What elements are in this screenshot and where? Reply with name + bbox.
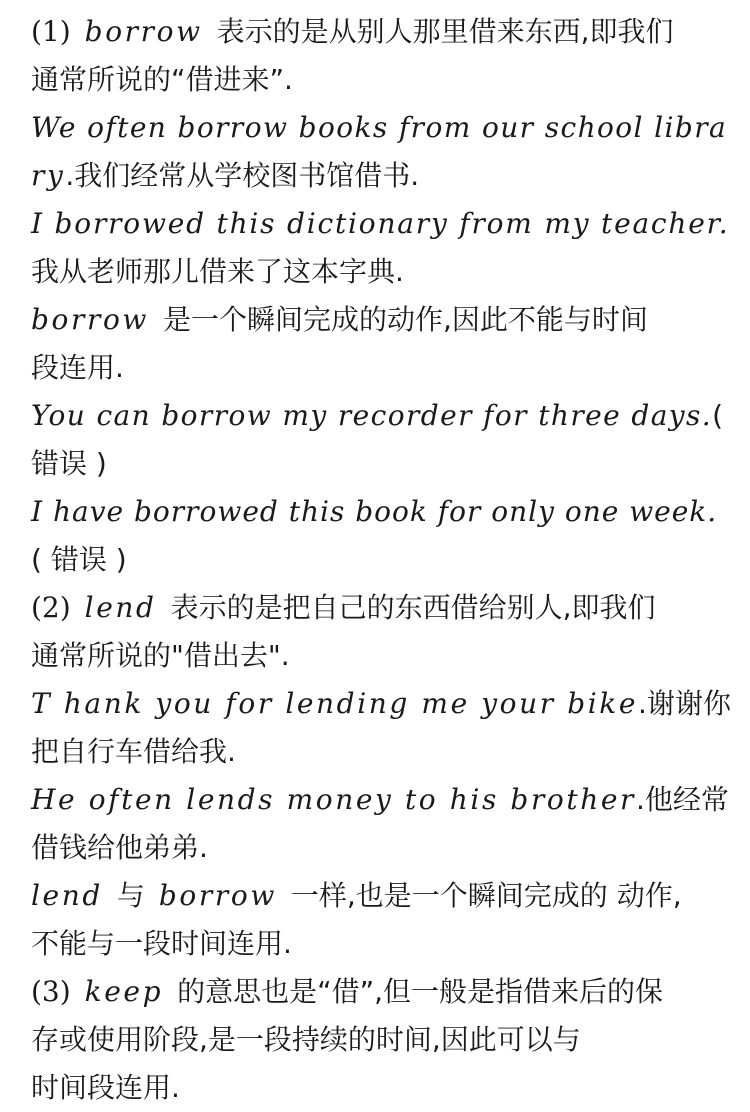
text-line [31, 200, 731, 248]
english-term: keep [84, 975, 164, 1008]
text-line [31, 920, 731, 968]
chinese-text: 表示的是把自己的东西借给别人,即我们 [170, 591, 656, 624]
text-line [31, 104, 731, 152]
text-line [31, 296, 731, 344]
text-line [31, 632, 731, 680]
text-line [31, 1016, 731, 1064]
english-example: You can borrow my recorder for three days. [31, 399, 713, 432]
chinese-text: 一样,也是一个瞬间完成的 动作, [290, 879, 682, 912]
chinese-text: 时间段连用. [31, 1071, 180, 1104]
text-line [31, 584, 731, 632]
english-example: He often lends money to his brother [31, 783, 637, 816]
text-line [31, 680, 731, 728]
chinese-text: 通常所说的"借出去". [31, 639, 290, 672]
text-line [31, 440, 731, 488]
text-line [31, 536, 731, 584]
text-line [31, 824, 731, 872]
text-line [31, 56, 731, 104]
section-number: (1) [31, 15, 71, 48]
english-term: borrow [84, 15, 203, 48]
error-mark: 错误 ) [31, 447, 107, 480]
chinese-translation: .我们经常从学校图书馆借书. [65, 159, 420, 192]
english-term: borrow [158, 879, 277, 912]
text-line [31, 1064, 731, 1112]
chinese-text: 通常所说的“借进来”. [31, 63, 293, 96]
english-term: lend [84, 591, 157, 624]
text-line [31, 8, 731, 56]
text-line [31, 968, 731, 1016]
text-line [31, 152, 731, 200]
section-number: (3) [31, 975, 71, 1008]
english-example: T hank you for lending me your bike [31, 687, 639, 720]
text-line [31, 776, 731, 824]
text-line [31, 248, 731, 296]
chinese-text: 的意思也是“借”,但一般是指借来后的保 [177, 975, 664, 1008]
document-body [31, 8, 731, 1112]
text-line [31, 488, 731, 536]
error-mark: ( 错误 ) [31, 543, 127, 576]
chinese-text: 段连用. [31, 351, 124, 384]
chinese-translation: 借钱给他弟弟. [31, 831, 208, 864]
chinese-text: 存或使用阶段,是一段持续的时间,因此可以与 [31, 1023, 581, 1056]
english-term: borrow [31, 303, 149, 336]
chinese-translation: .谢谢你 [638, 687, 731, 720]
text-line [31, 344, 731, 392]
text-line [31, 728, 731, 776]
chinese-text: 表示的是从别人那里借来东西,即我们 [216, 15, 674, 48]
chinese-text: 不能与一段时间连用. [31, 927, 292, 960]
english-example: I have borrowed this book for only one week. [31, 495, 718, 528]
chinese-translation: 我从老师那儿借来了这本字典. [31, 255, 404, 288]
chinese-text: 是一个瞬间完成的动作,因此不能与时间 [162, 303, 648, 336]
english-example: ry [31, 159, 66, 192]
english-example: We often borrow books from our school libra [31, 111, 728, 144]
chinese-text: 与 [116, 879, 145, 912]
english-term: lend [31, 879, 103, 912]
text-line [31, 392, 731, 440]
chinese-translation: 把自行车借给我. [31, 735, 236, 768]
text-line [31, 872, 731, 920]
chinese-translation: .他经常 [636, 783, 729, 816]
chinese-text: ( [712, 399, 724, 432]
section-number: (2) [31, 591, 71, 624]
english-example: I borrowed this dictionary from my teacher. [31, 207, 730, 240]
